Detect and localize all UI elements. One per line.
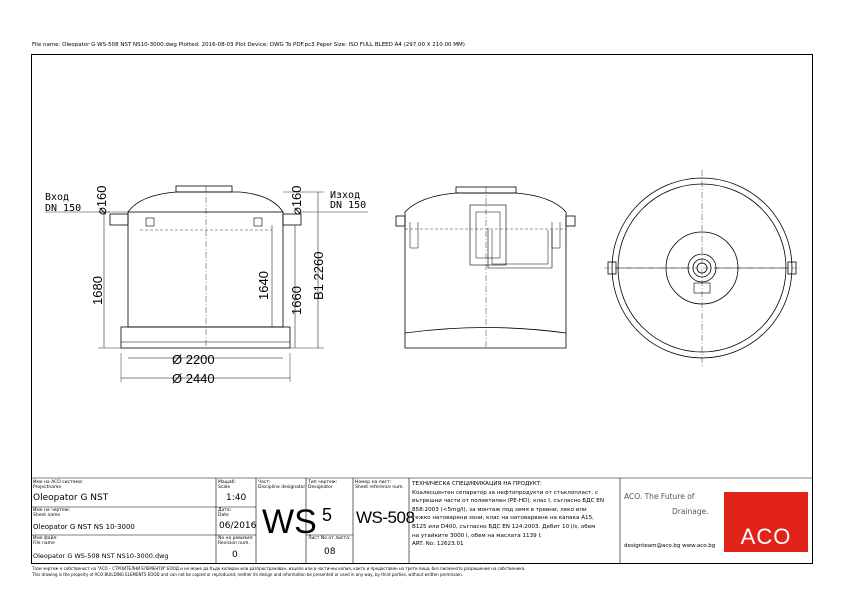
file-header: File name: Oleopator G WS-508 NST NS10-3000.dwg Plotted: 2016-08-03 Plot Device: DWG To PDF.pc3 Paper Size: ISO FULL BLEED A4 (297.00 X 210.00 MM) [32,42,465,48]
scale-label: Мащаб: Scale [218,480,236,490]
brand-contact: designteam@aco.bg www.aco.bg [624,543,716,549]
dim-1660: 1660 [289,286,304,315]
outlet-dn: DN 150 [330,200,367,211]
sheet-ref-value: WS-508 [356,508,415,527]
spec-line: тежко натоварени зони, клас на натоварване на капака A15, [412,515,594,522]
sheet-name-label: Име на чертеж: Sheet name [33,508,71,518]
dim-b1: B1 2260 [311,251,326,300]
sheet-ref-label: Номер на лист: Sheet reference num. [355,480,404,490]
product-specification [412,480,618,549]
spec-line: на утайките 3000 l, обем на маслата 1139 l; [412,532,542,539]
sheet-no-label: Лист No от листа: [308,536,351,541]
spec-art-number: ART. No: 12623.01 [412,541,464,548]
dim-1640: 1640 [256,271,271,300]
spec-line: 858:2003 (<5mg/l), за монтаж под земя в тревни, леко или [412,506,587,513]
spec-line: B125 или D400, съгласно БДС EN 124:2003. Дебит 10 l/s, обем [412,523,596,530]
side-view [396,187,575,348]
inlet-dn: DN 150 [45,203,82,214]
copyright-en: This drawing is the property of ACO BUILDING ELEMENTS EOOD and can not be copied or reproduced, neither its design and information be presented or used in any way, by third parties, without written permission. [32,572,464,577]
file-name-label: Име файл: File name [33,536,58,546]
sheet-no-value: 08 [324,547,336,557]
dim-inlet-diam: ⌀160 [94,185,109,215]
spec-line: вътрешни части от полиетилен (PE-HD), клас I, съгласно БДС EN [412,498,605,505]
brand-tagline-1: ACO. The Future of [624,492,695,501]
drawing-type-label: Тип чертеж: Designator [308,480,338,490]
part-label: Част: Discipline designator [258,480,306,490]
revision-label: No на ревизия: Revision num. [218,536,254,546]
aco-logo-text: ACO [740,524,792,549]
dim-1680: 1680 [90,276,105,305]
scale-value: 1:40 [226,493,247,503]
spec-title: ТЕХНИЧЕСКА СПЕЦИФИКАЦИЯ НА ПРОДУКТ: [412,481,543,487]
outlet-label: Изход [330,190,361,201]
brand-tagline-2: Drainage. [672,507,709,516]
spec-line: Коалесцентен сепаратор за нефтопродукти от стъклопласт, с [412,489,598,496]
revision-value: 0 [232,550,238,560]
date-value: 06/2016 [219,521,257,531]
drawing-type-value: 5 [322,505,333,525]
sheet-name: Oleopator G NST NS 10-3000 [33,523,135,531]
project-label: Име на ACO система: Projectname [33,480,84,490]
top-view [604,170,800,366]
copyright-bg: Тази чертеж е собственост на "ACO – СТРОИТЕЛНИ ЕЛЕМЕНТИ" ЕООД и не може да бъде копиран или разпространяван, изцяло или в частични копия, както и предоставян на трети лица, без писменото разрешение на собственика. [32,566,526,571]
dim-outlet-diam: ⌀160 [289,185,304,215]
aco-logo [724,492,808,552]
project-name: Oleopator G NST [33,493,109,503]
date-label: Дата: Date [218,508,232,518]
dim-2440: Ø 2440 [172,371,215,386]
part-value: WS [262,503,317,541]
dim-2200: Ø 2200 [172,352,215,367]
inlet-label: Вход [45,192,70,203]
file-name: Oleopator G WS-508 NST NS10-3000.dwg [33,552,169,560]
